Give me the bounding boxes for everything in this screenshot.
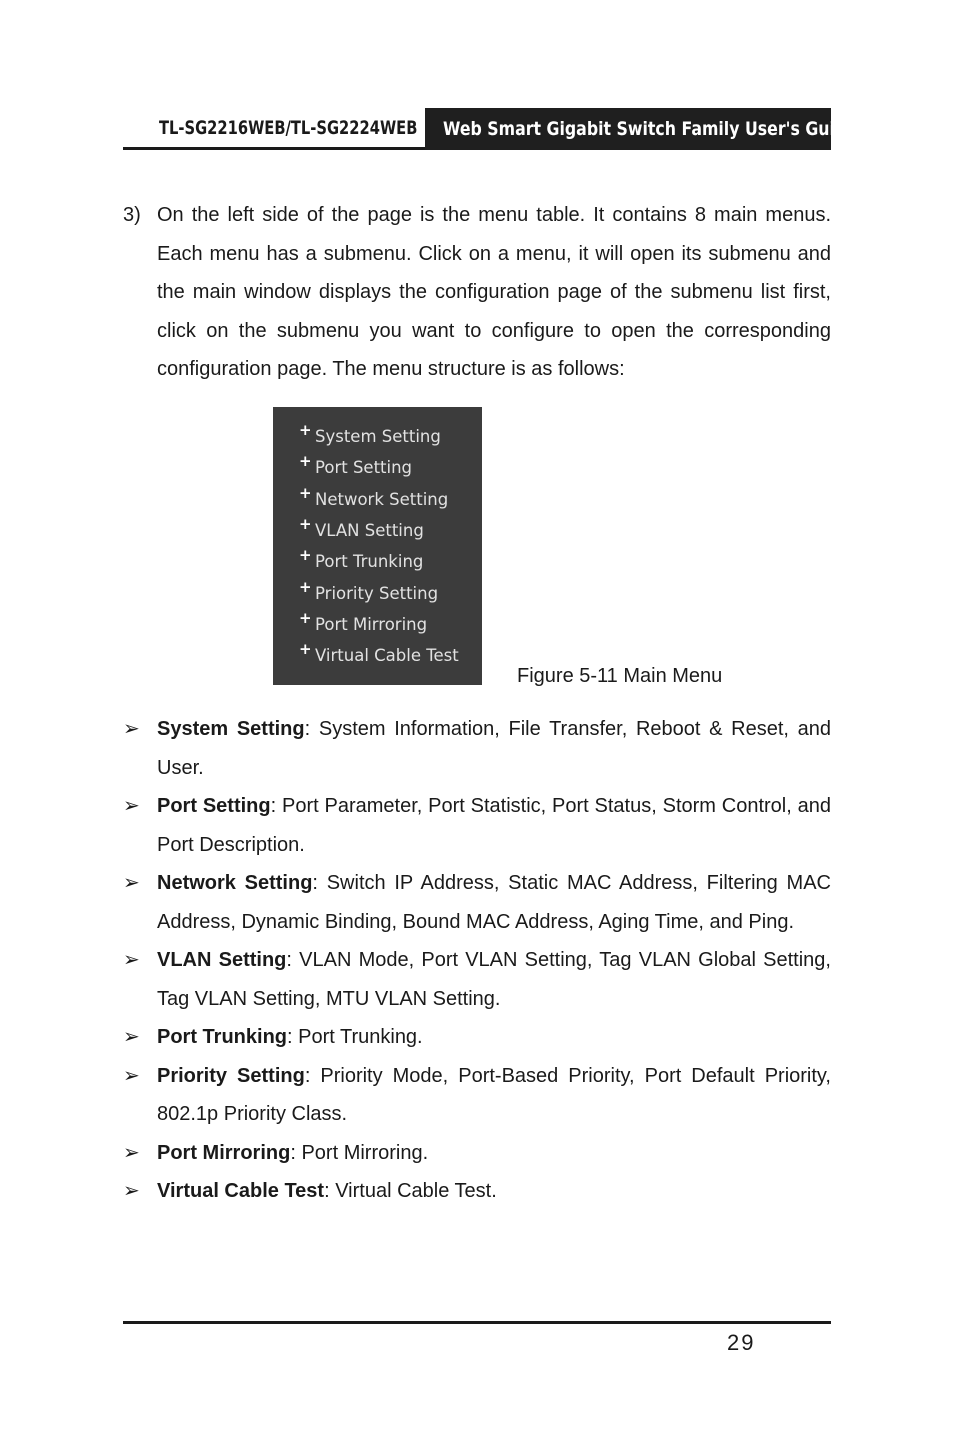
arrow-bullet-icon: ➢ [123, 718, 140, 740]
list-item [123, 1057, 831, 1134]
figure-caption: Figure 5-11 Main Menu [517, 665, 723, 687]
menu-item-label: Port Trunking [315, 552, 424, 571]
menu-item-label: Port Setting [315, 458, 413, 477]
arrow-bullet-icon: ➢ [123, 1064, 140, 1087]
plus-icon: + [299, 546, 312, 564]
menu-term: VLAN Setting [157, 949, 287, 971]
list-item [123, 864, 831, 941]
menu-item-label: Port Mirroring [315, 615, 428, 634]
arrow-bullet-icon: ➢ [123, 1026, 140, 1048]
menu-description: : Virtual Cable Test. [324, 1180, 497, 1202]
menu-term: Port Setting [157, 795, 271, 817]
plus-icon: + [299, 515, 312, 533]
arrow-bullet-icon: ➢ [123, 1141, 140, 1164]
guide-title: Web Smart Gigabit Switch Family User's Guide [443, 118, 857, 140]
arrow-bullet-icon: ➢ [123, 795, 140, 817]
arrow-bullet-icon: ➢ [123, 949, 140, 971]
menu-description: : Port Mirroring. [290, 1141, 429, 1164]
menu-item-label: System Setting [315, 427, 441, 446]
menu-term: Port Trunking [157, 1026, 287, 1048]
list-item [123, 941, 831, 1018]
plus-icon: + [299, 640, 312, 658]
menu-description-list [123, 710, 831, 1211]
guide-title-banner [425, 108, 857, 150]
intro-text: On the left side of the page is the menu table. It contains 8 main menus. Each menu has a submenu. Click on a menu, it will open its submenu and the main window displays the configuration page of the submenu list first, click on the submenu you want to configure to open the corresponding configuration page. The menu structure is as follows: [157, 204, 831, 380]
main-menu-figure [273, 407, 482, 685]
menu-description: : VLAN Mode, Port VLAN Setting, Tag VLAN Global Setting, Tag VLAN Setting, MTU VLAN Setting. [157, 949, 831, 1010]
plus-icon: + [299, 484, 312, 502]
menu-description: : System Information, File Transfer, Reboot & Reset, and User. [157, 718, 832, 779]
menu-description: : Port Trunking. [287, 1026, 423, 1048]
menu-term: System Setting [157, 718, 305, 740]
menu-description: : Switch IP Address, Static MAC Address, Filtering MAC Address, Dynamic Binding, Bound MAC Address, Aging Time, and Ping. [157, 872, 831, 933]
list-item [123, 1172, 831, 1211]
menu-description: : Port Parameter, Port Statistic, Port Status, Storm Control, and Port Description. [157, 795, 831, 856]
plus-icon: + [299, 578, 312, 596]
plus-icon: + [299, 421, 312, 439]
list-item [123, 710, 831, 787]
menu-description: : Priority Mode, Port-Based Priority, Port Default Priority, 802.1p Priority Class. [157, 1064, 831, 1125]
arrow-bullet-icon: ➢ [123, 1180, 140, 1202]
menu-term: Priority Setting [157, 1064, 305, 1087]
plus-icon: + [299, 452, 312, 470]
list-item [123, 787, 831, 864]
menu-term: Port Mirroring [157, 1141, 291, 1164]
page-number: 29 [727, 1330, 756, 1355]
menu-term: Virtual Cable Test [157, 1180, 325, 1202]
menu-term: Network Setting [157, 872, 313, 894]
menu-item-label: Virtual Cable Test [315, 646, 459, 665]
intro-paragraph [123, 196, 831, 389]
plus-icon: + [299, 609, 312, 627]
model-name: TL-SG2216WEB/TL-SG2224WEB [159, 117, 418, 139]
menu-item-label: Priority Setting [315, 584, 439, 603]
list-item [123, 1134, 831, 1173]
menu-item-label: Network Setting [315, 490, 449, 509]
step-number: 3) [123, 204, 141, 226]
footer-divider [123, 1321, 831, 1324]
menu-item-label: VLAN Setting [315, 521, 424, 540]
list-item [123, 1018, 831, 1057]
arrow-bullet-icon: ➢ [123, 872, 140, 894]
page-header [123, 108, 857, 150]
